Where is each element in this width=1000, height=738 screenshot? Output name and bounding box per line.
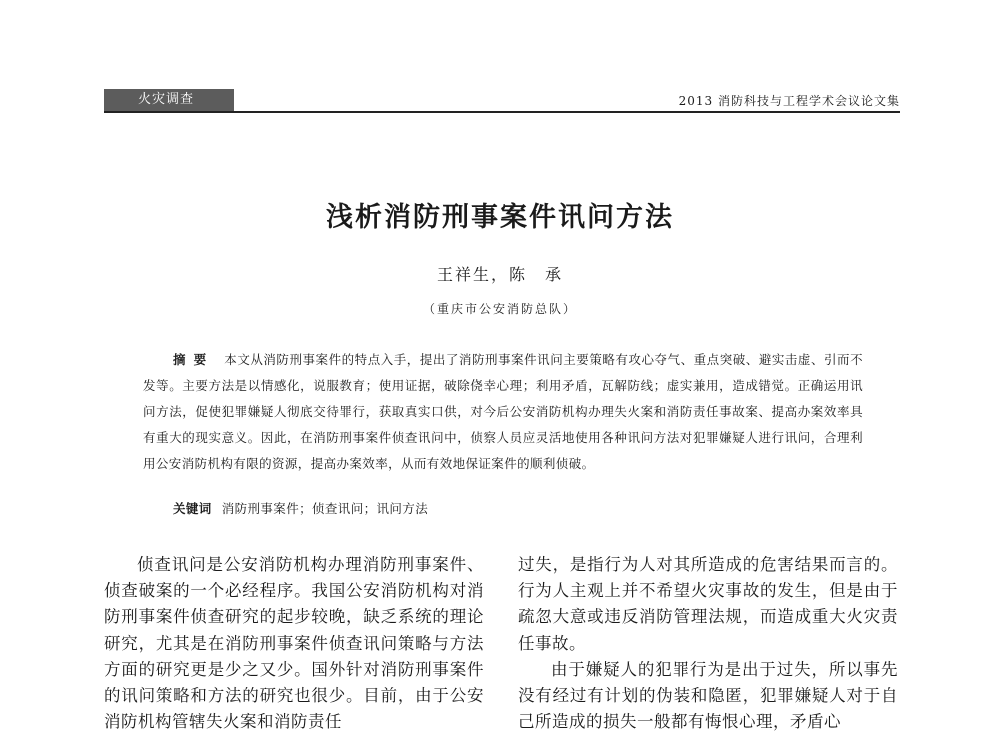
keywords-label: 关键词 (173, 501, 212, 516)
body-right-column (518, 552, 898, 735)
affiliation: （重庆市公安消防总队） (422, 302, 577, 316)
running-header (104, 89, 900, 113)
paragraph: 过失，是指行为人对其所造成的危害结果而言的。行为人主观上并不希望火灾事故的发生，但是由于疏忽大意或违反消防管理法规，而造成重大火灾责任事故。 (518, 555, 898, 653)
paragraph: 由于嫌疑人的犯罪行为是出于过失，所以事先没有经过有计划的伪装和隐匿，犯罪嫌疑人对于自己所造成的损失一般都有悔恨心理，矛盾心 (518, 659, 898, 732)
abstract-text: 本文从消防刑事案件的特点入手，提出了消防刑事案件讯问主要策略有攻心夺气、重点突破、避实击虚、引而不发等。主要方法是以情感化，说服教育；使用证据，破除侥幸心理；利用矛盾，瓦解防线；虚实兼用，造成错觉。正确运用讯问方法，促使犯罪嫌疑人彻底交待罪行，获取真实口供，对今后公安消防机构办理失火案和消防责任事故案、提高办案效率具有重大的现实意义。因此，在消防刑事案件侦查讯问中，侦察人员应灵活地使用各种讯问方法对犯罪嫌疑人进行讯问，合理利用公安消防机构有限的资源，提高办案效率，从而有效地保证案件的顺利侦破。 (143, 352, 863, 471)
paragraph: 侦查讯问是公安消防机构办理消防刑事案件、侦查破案的一个必经程序。我国公安消防机构对消防刑事案件侦查研究的起步较晚，缺乏系统的理论研究，尤其是在消防刑事案件侦查讯问策略与方法方面的研究更是少之又少。国外针对消防刑事案件的讯问策略和方法的研究也很少。目前，由于公安消防机构管辖失火案和消防责任 (104, 555, 484, 732)
keywords (173, 499, 428, 517)
abstract (143, 347, 863, 477)
abstract-label: 摘要 (173, 352, 215, 367)
authors: 王祥生，陈 承 (436, 265, 563, 284)
body-left-column (104, 552, 484, 735)
keywords-text: 消防刑事案件；侦查讯问；讯问方法 (221, 501, 429, 516)
journal-title: 2013 消防科技与工程学术会议论文集 (678, 94, 900, 108)
section-tag: 火灾调查 (104, 89, 234, 111)
article-title: 浅析消防刑事案件讯问方法 (326, 202, 674, 233)
